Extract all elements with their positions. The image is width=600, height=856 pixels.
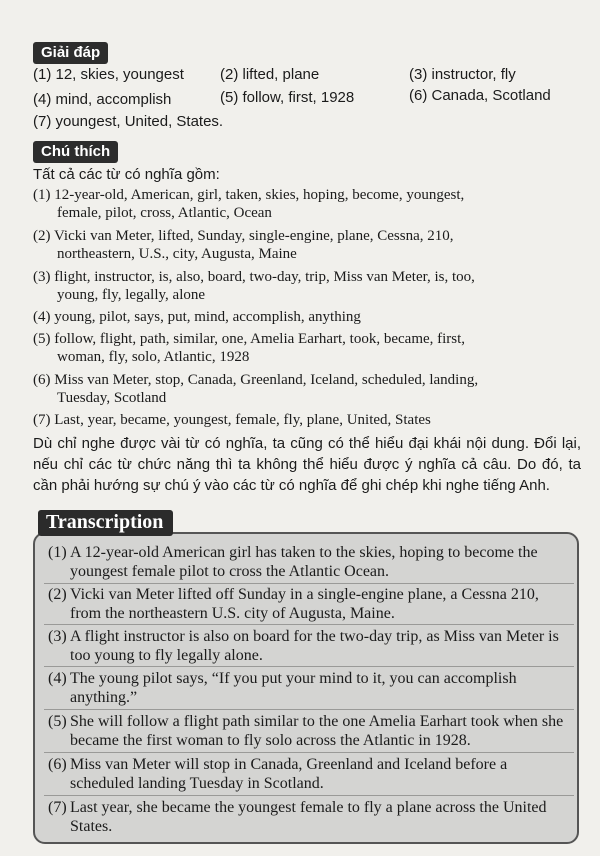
note-item-1 bbox=[33, 186, 573, 222]
item-number: (5) bbox=[48, 713, 67, 730]
note-line: (1) 12-year-old, American, girl, taken, skies, hoping, become, youngest, bbox=[33, 187, 465, 203]
divider bbox=[44, 752, 574, 753]
item-number: (3) bbox=[48, 628, 67, 645]
answer-6: (6) Canada, Scotland bbox=[409, 87, 551, 104]
answer-4: (4) mind, accomplish bbox=[33, 91, 172, 108]
note-line: Tuesday, Scotland bbox=[57, 390, 167, 406]
transcription-item-2 bbox=[48, 585, 573, 623]
note-item-4 bbox=[33, 308, 573, 326]
transcription-item-4 bbox=[48, 669, 573, 707]
answer-5: (5) follow, first, 1928 bbox=[220, 89, 355, 106]
transcription-item-5 bbox=[48, 712, 573, 750]
notes-intro: Tất cả các từ có nghĩa gồm: bbox=[33, 166, 220, 183]
divider bbox=[44, 666, 574, 667]
note-line: (5) follow, flight, path, similar, one, Amelia Earhart, took, became, first, bbox=[33, 331, 466, 347]
transcription-heading: Transcription bbox=[38, 510, 173, 536]
note-line: northeastern, U.S., city, Augusta, Maine bbox=[57, 246, 297, 262]
item-text: A 12-year-old American girl has taken to the skies, hoping to become the youngest female pilot to cross the Atlantic Ocean. bbox=[70, 544, 538, 580]
note-line: female, pilot, cross, Atlantic, Ocean bbox=[57, 205, 272, 221]
item-number: (2) bbox=[48, 586, 67, 603]
transcription-item-1 bbox=[48, 543, 573, 581]
note-line: (3) flight, instructor, is, also, board, two-day, trip, Miss van Meter, is, too, bbox=[33, 269, 475, 285]
note-item-7 bbox=[33, 411, 573, 429]
item-text: The young pilot says, “If you put your mind to it, you can accomplish anything.” bbox=[70, 670, 517, 706]
item-number: (4) bbox=[48, 670, 67, 687]
notes-paragraph: Dù chỉ nghe được vài từ có nghĩa, ta cũng có thể hiểu đại khái nội dung. Đổi lại, nếu chỉ các từ chức năng thì ta không thể hiểu được ý nghĩa cả câu. Do đó, ta cần phải hướng sự chú ý vào các từ có nghĩa để ghi chép khi nghe tiếng Anh. bbox=[33, 435, 581, 494]
answers-heading: Giải đáp bbox=[33, 42, 108, 64]
transcription-item-3 bbox=[48, 627, 573, 665]
item-number: (7) bbox=[48, 799, 67, 816]
note-line: (7) Last, year, became, youngest, female, fly, plane, United, States bbox=[33, 412, 431, 428]
note-item-5 bbox=[33, 330, 573, 366]
item-text: Miss van Meter will stop in Canada, Greenland and Iceland before a scheduled landing Tuesday in Scotland. bbox=[70, 756, 508, 792]
divider bbox=[44, 709, 574, 710]
item-number: (6) bbox=[48, 756, 67, 773]
answer-2: (2) lifted, plane bbox=[220, 66, 320, 83]
transcription-item-7 bbox=[48, 798, 573, 836]
note-item-2 bbox=[33, 227, 573, 263]
item-text: Vicki van Meter lifted off Sunday in a single-engine plane, a Cessna 210, from the northeastern U.S. city of Augusta, Maine. bbox=[70, 586, 539, 622]
note-line: (2) Vicki van Meter, lifted, Sunday, single-engine, plane, Cessna, 210, bbox=[33, 228, 454, 244]
note-line: (4) young, pilot, says, put, mind, accomplish, anything bbox=[33, 309, 361, 325]
note-line: woman, fly, solo, Atlantic, 1928 bbox=[57, 349, 250, 365]
answer-1: (1) 12, skies, youngest bbox=[33, 66, 184, 83]
note-line: (6) Miss van Meter, stop, Canada, Greenland, Iceland, scheduled, landing, bbox=[33, 372, 479, 388]
note-line: young, fly, legally, alone bbox=[57, 287, 206, 303]
item-number: (1) bbox=[48, 544, 67, 561]
divider bbox=[44, 583, 574, 584]
transcription-item-6 bbox=[48, 755, 573, 793]
divider bbox=[44, 624, 574, 625]
divider bbox=[44, 795, 574, 796]
item-text: Last year, she became the youngest female to fly a plane across the United States. bbox=[70, 799, 547, 835]
item-text: A flight instructor is also on board for the two-day trip, as Miss van Meter is too young to fly legally alone. bbox=[70, 628, 559, 664]
note-item-6 bbox=[33, 371, 573, 407]
note-item-3 bbox=[33, 268, 573, 304]
answer-7: (7) youngest, United, States. bbox=[33, 113, 224, 130]
item-text: She will follow a flight path similar to the one Amelia Earhart took when she became the first woman to fly solo across the Atlantic in 1928. bbox=[70, 713, 564, 749]
notes-heading: Chú thích bbox=[33, 141, 118, 163]
answer-3: (3) instructor, fly bbox=[409, 66, 516, 83]
